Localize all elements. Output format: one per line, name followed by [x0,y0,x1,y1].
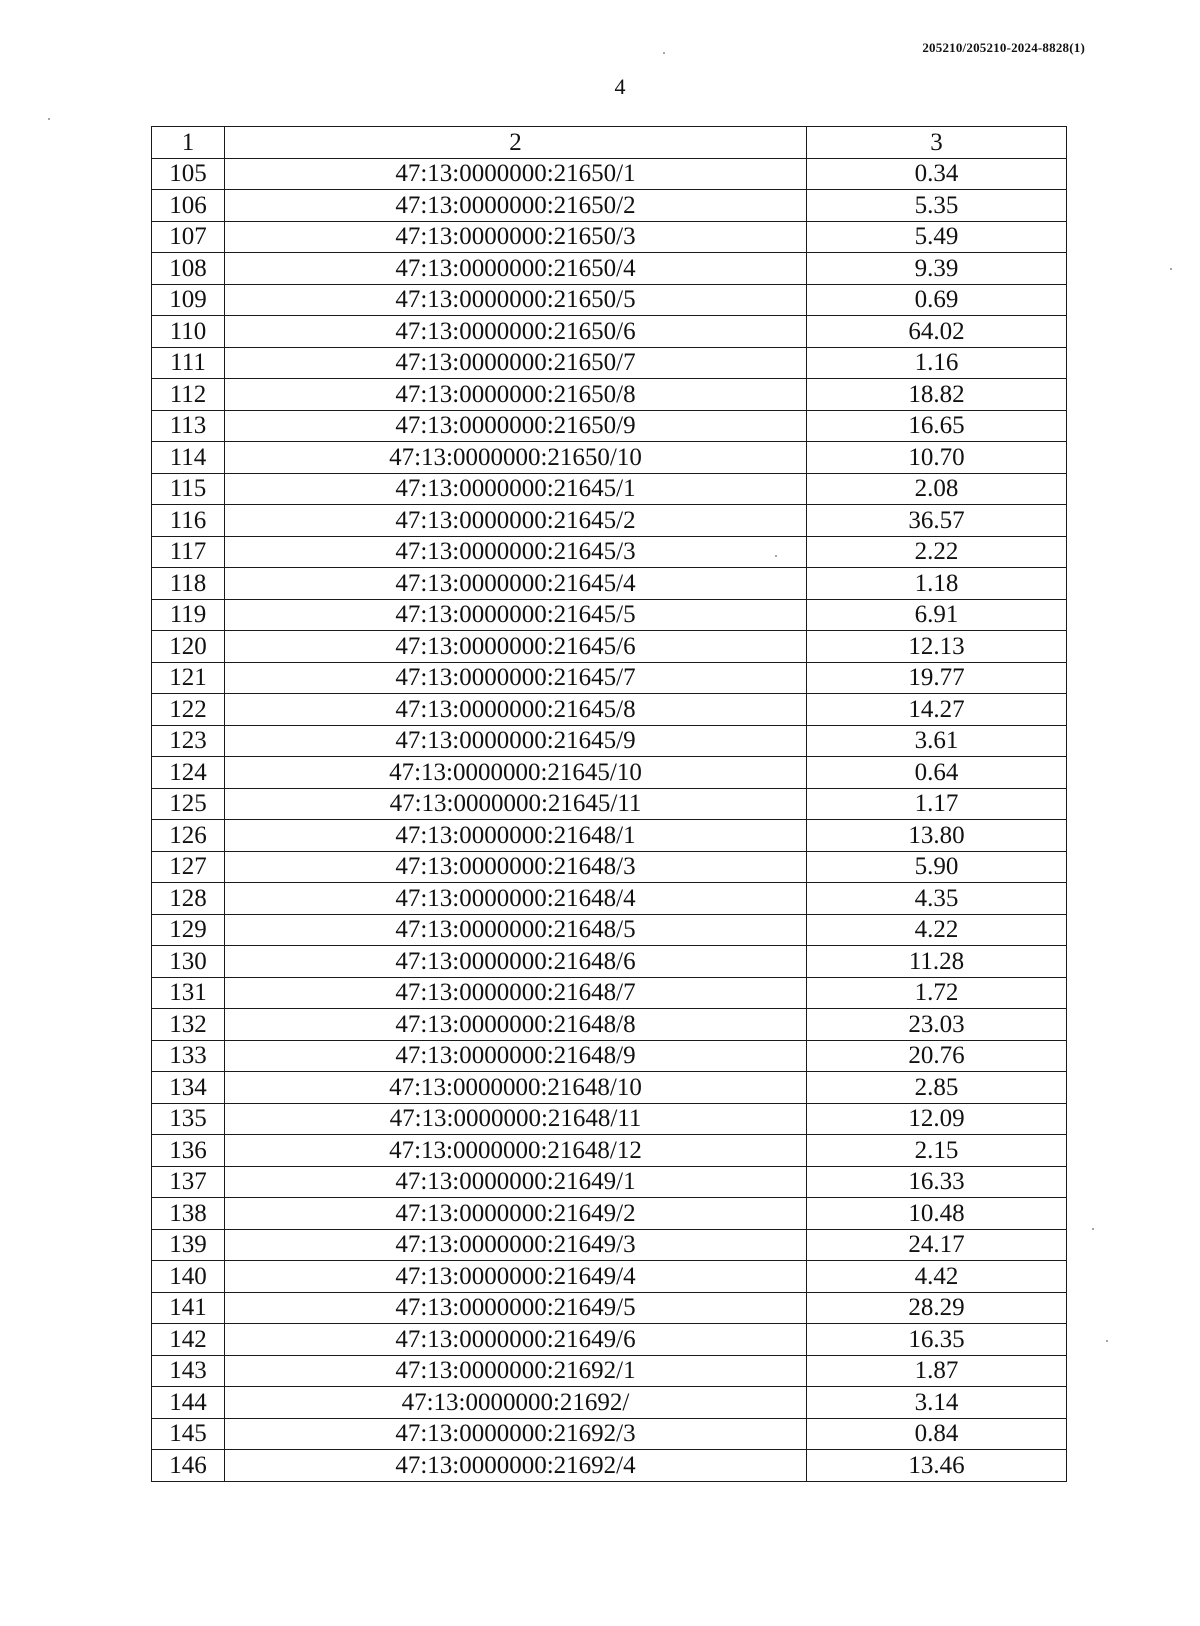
table-row [152,1103,1067,1135]
area-value-cell: 2.85 [807,1072,1067,1104]
table-row [152,1387,1067,1419]
cadastral-number-cell: 47:13:0000000:21648/3 [225,851,807,883]
row-number-cell: 138 [152,1198,225,1230]
document-id: 205210/205210-2024-8828(1) [922,40,1085,55]
table-row [152,190,1067,222]
cadastral-number-cell: 47:13:0000000:21650/1 [225,158,807,190]
table-row [152,599,1067,631]
row-number-cell: 130 [152,946,225,978]
cadastral-number-cell: 47:13:0000000:21650/6 [225,316,807,348]
cadastral-number-cell: 47:13:0000000:21650/2 [225,190,807,222]
row-number-cell: 105 [152,158,225,190]
table-row [152,914,1067,946]
cadastral-number-cell: 47:13:0000000:21648/10 [225,1072,807,1104]
cadastral-number-cell: 47:13:0000000:21648/8 [225,1009,807,1041]
table-row [152,1418,1067,1450]
row-number-cell: 140 [152,1261,225,1293]
area-value-cell: 5.90 [807,851,1067,883]
cadastral-number-cell: 47:13:0000000:21649/3 [225,1229,807,1261]
scan-speck [1170,268,1172,270]
area-value-cell: 0.84 [807,1418,1067,1450]
area-value-cell: 9.39 [807,253,1067,285]
table-row [152,473,1067,505]
table-header [152,127,1067,159]
table-row [152,158,1067,190]
row-number-cell: 118 [152,568,225,600]
row-number-cell: 106 [152,190,225,222]
cadastral-number-cell: 47:13:0000000:21648/1 [225,820,807,852]
area-value-cell: 3.61 [807,725,1067,757]
table-row [152,662,1067,694]
cadastral-number-cell: 47:13:0000000:21692/3 [225,1418,807,1450]
area-value-cell: 16.35 [807,1324,1067,1356]
area-value-cell: 2.08 [807,473,1067,505]
area-value-cell: 5.49 [807,221,1067,253]
area-value-cell: 23.03 [807,1009,1067,1041]
area-value-cell: 2.15 [807,1135,1067,1167]
cadastral-number-cell: 47:13:0000000:21645/9 [225,725,807,757]
table-row [152,757,1067,789]
table-body [152,158,1067,1481]
row-number-cell: 137 [152,1166,225,1198]
table-row [152,977,1067,1009]
table-row [152,442,1067,474]
table-row [152,284,1067,316]
row-number-cell: 124 [152,757,225,789]
cadastral-number-cell: 47:13:0000000:21650/8 [225,379,807,411]
area-value-cell: 1.16 [807,347,1067,379]
cadastral-number-cell: 47:13:0000000:21648/6 [225,946,807,978]
table-row [152,883,1067,915]
area-value-cell: 3.14 [807,1387,1067,1419]
table-row [152,568,1067,600]
cadastral-number-cell: 47:13:0000000:21649/5 [225,1292,807,1324]
row-number-cell: 114 [152,442,225,474]
row-number-cell: 127 [152,851,225,883]
row-number-cell: 146 [152,1450,225,1482]
row-number-cell: 133 [152,1040,225,1072]
row-number-cell: 126 [152,820,225,852]
table-row [152,221,1067,253]
table-row [152,1166,1067,1198]
cadastral-number-cell: 47:13:0000000:21650/3 [225,221,807,253]
row-number-cell: 120 [152,631,225,663]
area-value-cell: 1.72 [807,977,1067,1009]
cadastral-number-cell: 47:13:0000000:21692/1 [225,1355,807,1387]
cadastral-number-cell: 47:13:0000000:21649/2 [225,1198,807,1230]
table-row [152,725,1067,757]
area-value-cell: 14.27 [807,694,1067,726]
area-value-cell: 64.02 [807,316,1067,348]
scan-speck [48,118,50,120]
table-row [152,1198,1067,1230]
table-row [152,1040,1067,1072]
cadastral-number-cell: 47:13:0000000:21649/6 [225,1324,807,1356]
row-number-cell: 125 [152,788,225,820]
cadastral-number-cell: 47:13:0000000:21648/11 [225,1103,807,1135]
cadastral-number-cell: 47:13:0000000:21645/6 [225,631,807,663]
area-value-cell: 11.28 [807,946,1067,978]
cadastral-number-cell: 47:13:0000000:21650/10 [225,442,807,474]
cadastral-number-cell: 47:13:0000000:21692/4 [225,1450,807,1482]
row-number-cell: 122 [152,694,225,726]
area-value-cell: 18.82 [807,379,1067,411]
cadastral-number-cell: 47:13:0000000:21648/5 [225,914,807,946]
cadastral-number-cell: 47:13:0000000:21649/1 [225,1166,807,1198]
row-number-cell: 123 [152,725,225,757]
area-value-cell: 0.69 [807,284,1067,316]
table-row [152,1292,1067,1324]
row-number-cell: 134 [152,1072,225,1104]
column-header-1: 1 [152,127,225,159]
area-value-cell: 4.35 [807,883,1067,915]
table-row [152,1261,1067,1293]
row-number-cell: 129 [152,914,225,946]
area-value-cell: 5.35 [807,190,1067,222]
table-row [152,536,1067,568]
table-row [152,946,1067,978]
area-value-cell: 20.76 [807,1040,1067,1072]
table-row [152,788,1067,820]
cadastral-number-cell: 47:13:0000000:21692/ [225,1387,807,1419]
cadastral-number-cell: 47:13:0000000:21645/7 [225,662,807,694]
table-row [152,253,1067,285]
row-number-cell: 111 [152,347,225,379]
area-value-cell: 12.09 [807,1103,1067,1135]
row-number-cell: 141 [152,1292,225,1324]
cadastral-number-cell: 47:13:0000000:21645/10 [225,757,807,789]
area-value-cell: 16.65 [807,410,1067,442]
area-value-cell: 12.13 [807,631,1067,663]
table-row [152,379,1067,411]
area-value-cell: 1.87 [807,1355,1067,1387]
page-number: 4 [614,74,626,99]
row-number-cell: 110 [152,316,225,348]
row-number-cell: 131 [152,977,225,1009]
row-number-cell: 132 [152,1009,225,1041]
area-value-cell: 13.80 [807,820,1067,852]
cadastral-number-cell: 47:13:0000000:21648/9 [225,1040,807,1072]
cadastral-number-cell: 47:13:0000000:21650/5 [225,284,807,316]
row-number-cell: 128 [152,883,225,915]
table-row [152,851,1067,883]
area-value-cell: 0.64 [807,757,1067,789]
scan-speck [775,555,777,557]
table-row [152,347,1067,379]
cadastral-number-cell: 47:13:0000000:21645/4 [225,568,807,600]
cadastral-number-cell: 47:13:0000000:21650/4 [225,253,807,285]
scan-speck [663,52,665,54]
cadastral-number-cell: 47:13:0000000:21650/7 [225,347,807,379]
cadastral-number-cell: 47:13:0000000:21645/5 [225,599,807,631]
table-row [152,1324,1067,1356]
table-row [152,505,1067,537]
table-row [152,694,1067,726]
area-value-cell: 16.33 [807,1166,1067,1198]
table-row [152,631,1067,663]
table-row [152,1009,1067,1041]
column-header-3: 3 [807,127,1067,159]
area-value-cell: 4.22 [807,914,1067,946]
table-row [152,316,1067,348]
row-number-cell: 107 [152,221,225,253]
area-value-cell: 4.42 [807,1261,1067,1293]
row-number-cell: 121 [152,662,225,694]
row-number-cell: 143 [152,1355,225,1387]
area-value-cell: 1.18 [807,568,1067,600]
area-value-cell: 6.91 [807,599,1067,631]
table-row [152,1229,1067,1261]
area-value-cell: 2.22 [807,536,1067,568]
table-row [152,820,1067,852]
cadastral-number-cell: 47:13:0000000:21645/2 [225,505,807,537]
area-value-cell: 24.17 [807,1229,1067,1261]
row-number-cell: 142 [152,1324,225,1356]
area-value-cell: 10.48 [807,1198,1067,1230]
cadastral-number-cell: 47:13:0000000:21645/1 [225,473,807,505]
row-number-cell: 119 [152,599,225,631]
cadastral-number-cell: 47:13:0000000:21645/3 [225,536,807,568]
area-value-cell: 36.57 [807,505,1067,537]
row-number-cell: 144 [152,1387,225,1419]
cadastral-number-cell: 47:13:0000000:21648/7 [225,977,807,1009]
table-row [152,410,1067,442]
scan-speck [1092,1228,1094,1230]
cadastral-number-cell: 47:13:0000000:21648/12 [225,1135,807,1167]
table-row [152,1135,1067,1167]
row-number-cell: 135 [152,1103,225,1135]
data-table [151,126,1067,1482]
row-number-cell: 115 [152,473,225,505]
row-number-cell: 113 [152,410,225,442]
row-number-cell: 117 [152,536,225,568]
table-row [152,1072,1067,1104]
table-header-row [152,127,1067,159]
row-number-cell: 145 [152,1418,225,1450]
column-header-2: 2 [225,127,807,159]
cadastral-number-cell: 47:13:0000000:21650/9 [225,410,807,442]
row-number-cell: 136 [152,1135,225,1167]
area-value-cell: 28.29 [807,1292,1067,1324]
row-number-cell: 108 [152,253,225,285]
cadastral-number-cell: 47:13:0000000:21645/8 [225,694,807,726]
cadastral-number-cell: 47:13:0000000:21648/4 [225,883,807,915]
area-value-cell: 1.17 [807,788,1067,820]
cadastral-number-cell: 47:13:0000000:21645/11 [225,788,807,820]
area-value-cell: 13.46 [807,1450,1067,1482]
cadastral-number-cell: 47:13:0000000:21649/4 [225,1261,807,1293]
area-value-cell: 19.77 [807,662,1067,694]
table-row [152,1355,1067,1387]
row-number-cell: 116 [152,505,225,537]
row-number-cell: 112 [152,379,225,411]
table-row [152,1450,1067,1482]
area-value-cell: 10.70 [807,442,1067,474]
row-number-cell: 139 [152,1229,225,1261]
scan-speck [1106,1340,1108,1342]
area-value-cell: 0.34 [807,158,1067,190]
row-number-cell: 109 [152,284,225,316]
